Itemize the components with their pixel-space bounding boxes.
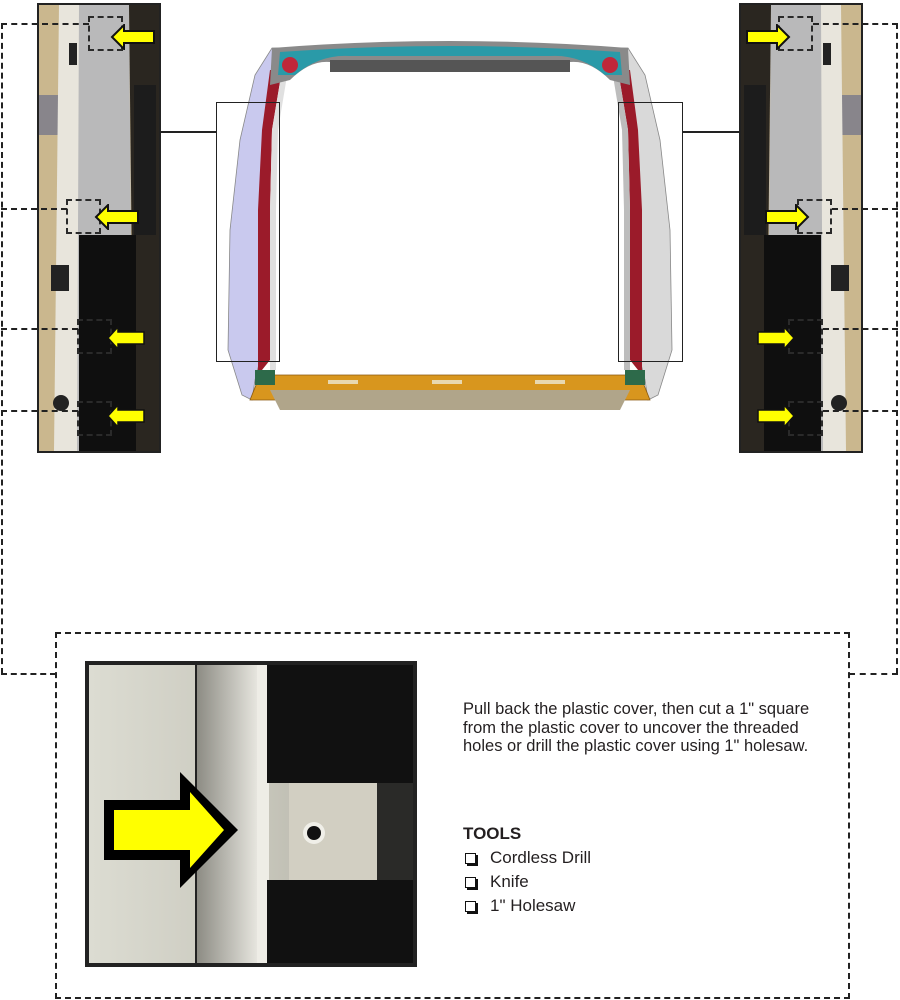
arrow-right-icon xyxy=(764,204,810,230)
tool-label: Cordless Drill xyxy=(490,848,592,867)
tool-item xyxy=(463,846,591,870)
arrow-left-icon xyxy=(106,404,146,428)
arrow-left-icon xyxy=(110,24,156,50)
right-leader-line xyxy=(682,131,740,133)
tool-label: Knife xyxy=(490,872,529,891)
left-connector-2 xyxy=(1,208,67,210)
left-leader-line xyxy=(161,131,217,133)
checkbox-icon[interactable] xyxy=(465,877,476,888)
right-connector-3 xyxy=(823,328,898,330)
right-pillar-highlight-box xyxy=(618,102,683,362)
left-connector-to-callout xyxy=(1,673,56,675)
left-connector-vertical xyxy=(1,23,3,674)
right-connector-2 xyxy=(832,208,898,210)
tools-heading: TOOLS xyxy=(463,824,522,843)
right-connector-vertical xyxy=(896,23,898,674)
left-pillar-highlight-box xyxy=(216,102,280,362)
tools-list xyxy=(463,846,591,918)
left-connector-4 xyxy=(1,410,78,412)
checkbox-icon[interactable] xyxy=(465,901,476,912)
right-connector-4 xyxy=(823,410,898,412)
right-connector-1 xyxy=(813,23,898,25)
arrow-right-icon xyxy=(100,768,242,892)
left-connector-3 xyxy=(1,328,78,330)
tool-item xyxy=(463,894,591,918)
instruction-text: Pull back the plastic cover, then cut a 1" square from the plastic cover to uncover the threaded holes or drill the plastic cover using 1" holesaw. xyxy=(463,700,810,755)
arrow-right-icon xyxy=(756,326,796,350)
arrow-right-icon xyxy=(756,404,796,428)
arrow-right-icon xyxy=(745,24,791,50)
left-connector-1 xyxy=(1,23,89,25)
right-connector-to-callout xyxy=(849,673,898,675)
tool-item xyxy=(463,870,591,894)
tool-label: 1" Holesaw xyxy=(490,896,576,915)
checkbox-icon[interactable] xyxy=(465,853,476,864)
arrow-left-icon xyxy=(94,204,140,230)
arrow-left-icon xyxy=(106,326,146,350)
